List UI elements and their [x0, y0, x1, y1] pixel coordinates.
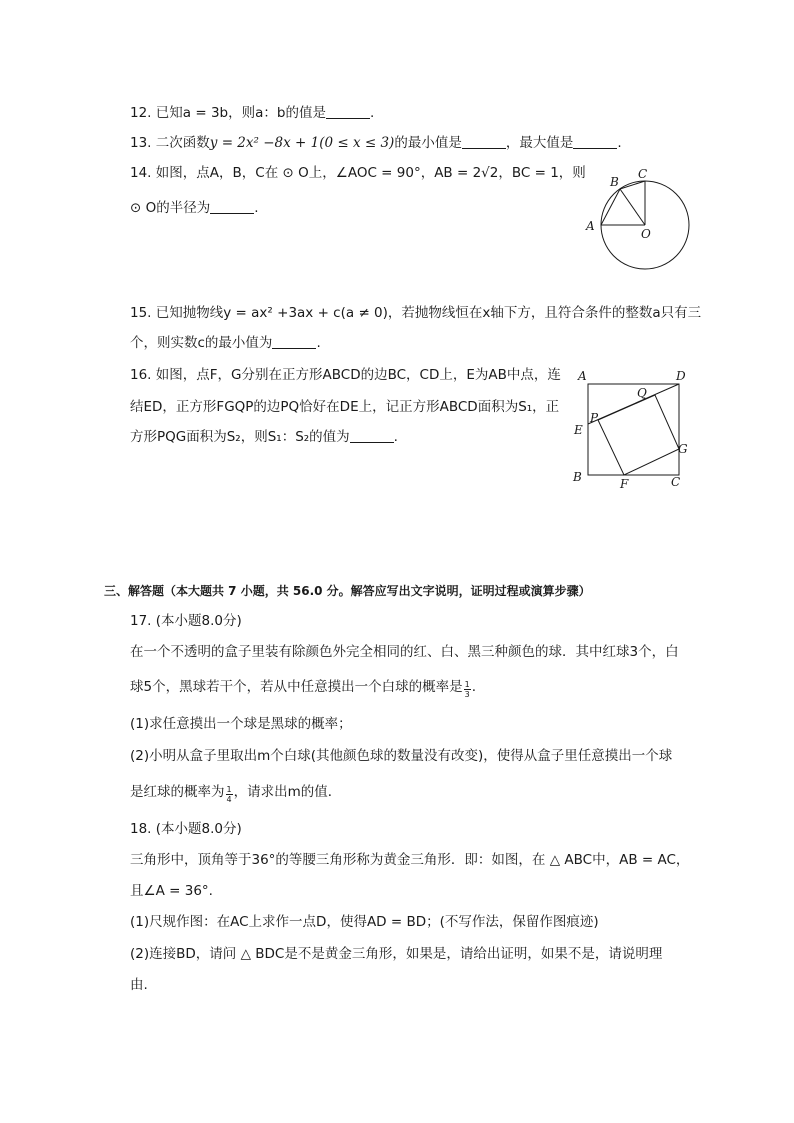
segment-ab	[601, 189, 620, 225]
answer-blank	[326, 106, 370, 119]
question-16-line-2	[130, 398, 559, 416]
fraction-denominator: 3	[464, 690, 470, 699]
question-13-pre: 二次函数	[155, 135, 210, 151]
fraction-one-third	[464, 680, 471, 699]
fraction-numerator: 1	[226, 785, 232, 794]
question-15-line-1	[130, 304, 701, 322]
question-15-line-2	[130, 334, 321, 352]
question-16-line-3	[130, 428, 398, 446]
answer-blank	[210, 201, 254, 214]
question-15-number: 15.	[130, 305, 152, 321]
label-d: D	[676, 369, 686, 383]
question-16-line-1	[130, 366, 561, 384]
question-17-text-2: 球5个，黑球若干个，若从中任意摸出一个白球的概率是	[130, 679, 463, 695]
label-c: C	[638, 167, 648, 181]
label-f: F	[620, 477, 629, 491]
label-o: O	[641, 227, 651, 241]
question-13-function: y = 2x² −8x + 1(0 ≤ x ≤ 3)	[209, 135, 395, 151]
answer-blank	[350, 430, 394, 443]
label-c: C	[671, 475, 681, 489]
fraction-denominator: 4	[226, 795, 232, 804]
square-fgqp	[598, 395, 679, 475]
question-13-mid: 的最小值是	[394, 135, 462, 151]
question-18-part-1: (1)尺规作图：在AC上求作一点D，使得AD = BD；(不写作法，保留作图痕迹)	[130, 914, 599, 930]
question-14-text-2: ⊙ O的半径为	[130, 200, 211, 216]
question-16-tail: .	[393, 429, 398, 445]
question-15-text-2: 个，则实数c的最小值为	[130, 335, 273, 351]
question-18-line-2: 且∠A = 36°.	[130, 883, 213, 899]
question-13	[130, 134, 622, 152]
question-12-number: 12.	[130, 105, 152, 121]
question-17-part-2-line-1: (2)小明从盒子里取出m个白球(其他颜色球的数量没有改变)，使得从盒子里任意摸出一个球	[130, 748, 673, 764]
label-b: B	[610, 175, 619, 189]
question-14-line-1	[130, 164, 586, 182]
question-15-text-1: 已知抛物线y = ax² +3ax + c(a ≠ 0)，若抛物线恒在x轴下方，且符合条件的整数a只有三	[155, 305, 702, 321]
question-17-line-1: 在一个不透明的盒子里装有除颜色外完全相同的红、白、黑三种颜色的球．其中红球3个，白	[130, 644, 679, 660]
label-a: A	[586, 219, 595, 233]
question-18-line-1: 三角形中，顶角等于36°的等腰三角形称为黄金三角形．即：如图，在 △ ABC中，AB = AC，	[130, 852, 690, 868]
question-17-part-2-post: ，请求出m的值．	[233, 784, 342, 800]
answer-blank	[272, 336, 316, 349]
question-16-text-2: 结ED，正方形FGQP的边PQ恰好在DE上，记正方形ABCD面积为S₁，正	[130, 399, 560, 415]
label-a: A	[578, 369, 587, 383]
square-abcd	[588, 384, 679, 475]
question-12	[130, 104, 374, 122]
question-17-line-2-tail: .	[471, 679, 476, 695]
question-14-tail: .	[254, 200, 259, 216]
question-14-number: 14.	[130, 165, 152, 181]
label-q: Q	[637, 386, 647, 400]
question-17-part-1: (1)求任意摸出一个球是黑球的概率；	[130, 716, 352, 732]
segment-bo	[620, 189, 645, 225]
circle-figure	[580, 160, 700, 280]
question-15-tail: .	[316, 335, 321, 351]
question-17-line-2	[130, 678, 476, 699]
fraction-one-quarter	[226, 785, 233, 804]
question-13-number: 13.	[130, 135, 152, 151]
label-p: P	[590, 411, 599, 425]
question-16-text-1: 如图，点F，G分别在正方形ABCD的边BC，CD上，E为AB中点，连	[155, 367, 561, 383]
question-12-text: 已知a = 3b，则a：b的值是	[155, 105, 326, 121]
section-3-heading: 三、解答题（本大题共 7 小题，共 56.0 分。解答应写出文字说明，证明过程或演算步骤）	[104, 584, 591, 598]
question-14-line-2	[130, 199, 259, 217]
question-16-text-3: 方形PQG面积为S₂，则S₁：S₂的值为	[130, 429, 350, 445]
question-18-part-2-line-2: 由.	[130, 977, 148, 993]
question-18-header: 18. (本小题8.0分)	[130, 821, 242, 837]
question-17-part-2-pre: 是红球的概率为	[130, 784, 225, 800]
label-g: G	[678, 442, 688, 456]
answer-blank	[573, 136, 617, 149]
question-13-mid2: ，最大值是	[505, 135, 574, 151]
answer-blank	[462, 136, 506, 149]
question-17-header: 17. (本小题8.0分)	[130, 613, 242, 629]
fraction-numerator: 1	[464, 680, 470, 689]
question-16-number: 16.	[130, 367, 152, 383]
label-e: E	[574, 423, 583, 437]
label-b: B	[573, 470, 582, 484]
question-17-part-2-line-2	[130, 783, 341, 804]
question-13-tail: .	[617, 135, 622, 151]
question-14-text-1: 如图，点A，B，C在 ⊙ O上，∠AOC = 90°，AB = 2√2，BC = 1，则	[155, 165, 586, 181]
question-12-tail: .	[369, 105, 375, 121]
square-figure	[566, 364, 696, 492]
segment-bc	[620, 181, 645, 189]
question-18-part-2-line-1: (2)连接BD，请问 △ BDC是不是黄金三角形，如果是，请给出证明，如果不是，请说明理	[130, 946, 663, 962]
